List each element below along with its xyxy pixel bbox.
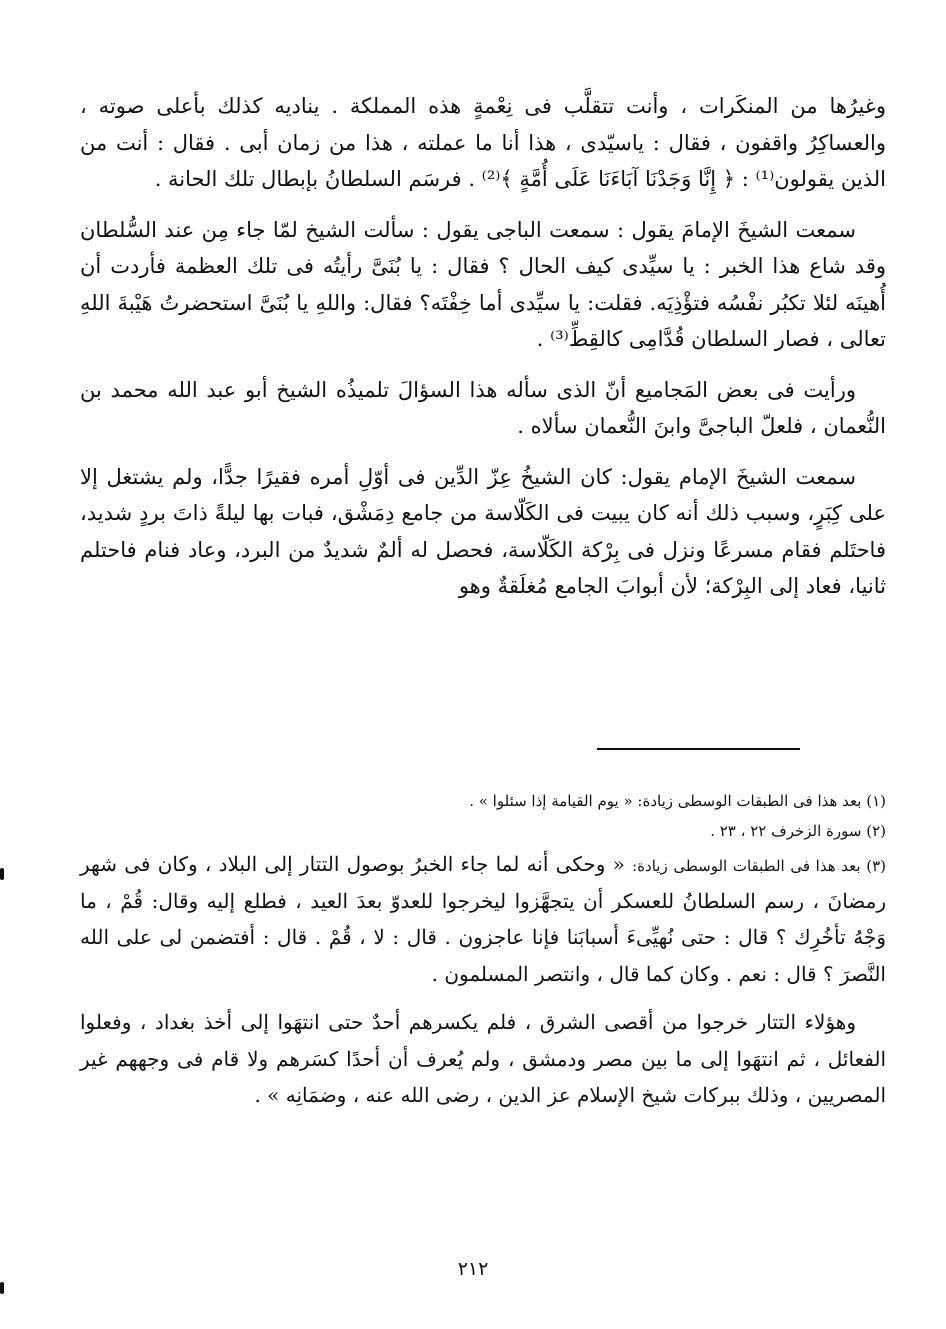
paragraph-1: وغيرُها من المنكَرات ، وأنت تتقلَّب فى نِعْمةٍ هذه المملكة . يناديه كذلك بأعلى صوته ، والعساكِرُ واقفون ، فقال : ياسيّدى ، هذا أنا ما عملته ، هذا من زمان أبى . فقال : أنت من الذين يقولون⁽¹⁾ : ﴿ إِنَّا وَجَدْنَا آبَاءَنَا عَلَى أُمَّةٍ ﴾⁽²⁾ . فرسَم السلطانُ بإبطال تلك الحانة .	[80, 94, 886, 191]
scan-edge-mark	[0, 868, 4, 880]
paragraph-2: سمعت الشيخَ الإمامَ يقول : سمعت الباجى يقول : سألت الشيخ لمّا جاء مِن عند السُّلطان وقد شاع هذا الخبر : يا سيِّدى كيف الحال ؟ فقال : يا بُنَىَّ رأيتُه فى تلك العظمة فأردت أن أُهينَه لئلا تكبُر نفْسُه فتؤْذِيَه. فقلت: يا سيِّدى أما خِفْتَه؟ فقال: واللهِ يا بُنَىَّ استحضرتُ هَيْبةَ اللهِ تعالى ، فصار السلطان قُدَّامِى كالقِطِّ⁽³⁾ .	[80, 217, 886, 351]
main-text	[80, 88, 886, 619]
footnote-separator	[597, 748, 800, 750]
footnote-3-text: « وحكى أنه لما جاء الخبرُ بوصول التتار إلى البلاد ، وكان فى شهر رمضانَ ، رسم السلطانُ للعسكر أن يتجهَّزوا ليخرجوا للعدوّ بعدَ العيد ، فطلع إليه وقال: قُمْ ، ما وَجْهُ تأخُرِك ؟ قال : حتى نُهيِّىءَ أسبابَنا فإنا عاجزون . قال : لا ، قُمْ . قال : أفتضمن لى على الله النَّصرَ ؟ قال : نعم . وكان كما قال ، وانتصر المسلمون .	[80, 852, 886, 986]
footnote-3-label: (٣) بعد هذا فى الطبقات الوسطى زيادة:	[632, 857, 886, 875]
footnote-3-continuation: وهؤلاء التتار خرجوا من أقصى الشرق ، فلم يكسرهم أحدٌ حتى انتهَوا إلى أخذ بغداد ، وفعلوا الفعائل ، ثم انتهَوا إلى ما بين مصر ودمشق ، ولم يُعرف أن أحدًا كسَرهم ولا قام فى وجههم غير المصريين ، وذلك ببركات شيخ الإسلام عز الدين ، رضى الله عنه ، وضمَانِه » .	[80, 1010, 886, 1107]
footnotes	[80, 786, 886, 1126]
footnote-2: (٢) سورة الزخرف ٢٢ ، ٢٣ .	[710, 822, 886, 840]
paragraph-4: سمعت الشيخَ الإمام يقول: كان الشيخُ عِزّ الدِّين فى أوّلِ أمره فقيرًا جدًّا، ولم يشتغل إلا على كِبَرٍ، وسبب ذلك أنه كان يبيت فى الكَلّاسة من جامع دِمَشْق، فبات بها ليلةً ذاتَ بردٍ شديد، فاحتَلم فقام مسرعًا ونزل فى بِرْكة الكَلّاسة، فحصل له ألمٌ شديدٌ من البرد، وعاد فنام فاحتلم ثانيا، فعاد إلى البِرْكة؛ لأن أبوابَ الجامع مُغلَقةٌ وهو	[80, 464, 886, 598]
scan-edge-mark	[0, 1282, 4, 1294]
footnote-1: (١) بعد هذا فى الطبقات الوسطى زيادة: « يوم القيامة إذا سئلوا » .	[469, 792, 886, 810]
footnote-3	[80, 846, 886, 992]
paragraph-3: ورأيت فى بعض المَجاميع أنّ الذى سأله هذا السؤالَ تلميذُه الشيخ أبو عبد الله محمد بن النُّعمان ، فلعلّ الباجىَّ وابنَ النُّعمان سألاه .	[80, 377, 886, 438]
page-number: ٢١٢	[457, 1258, 489, 1280]
